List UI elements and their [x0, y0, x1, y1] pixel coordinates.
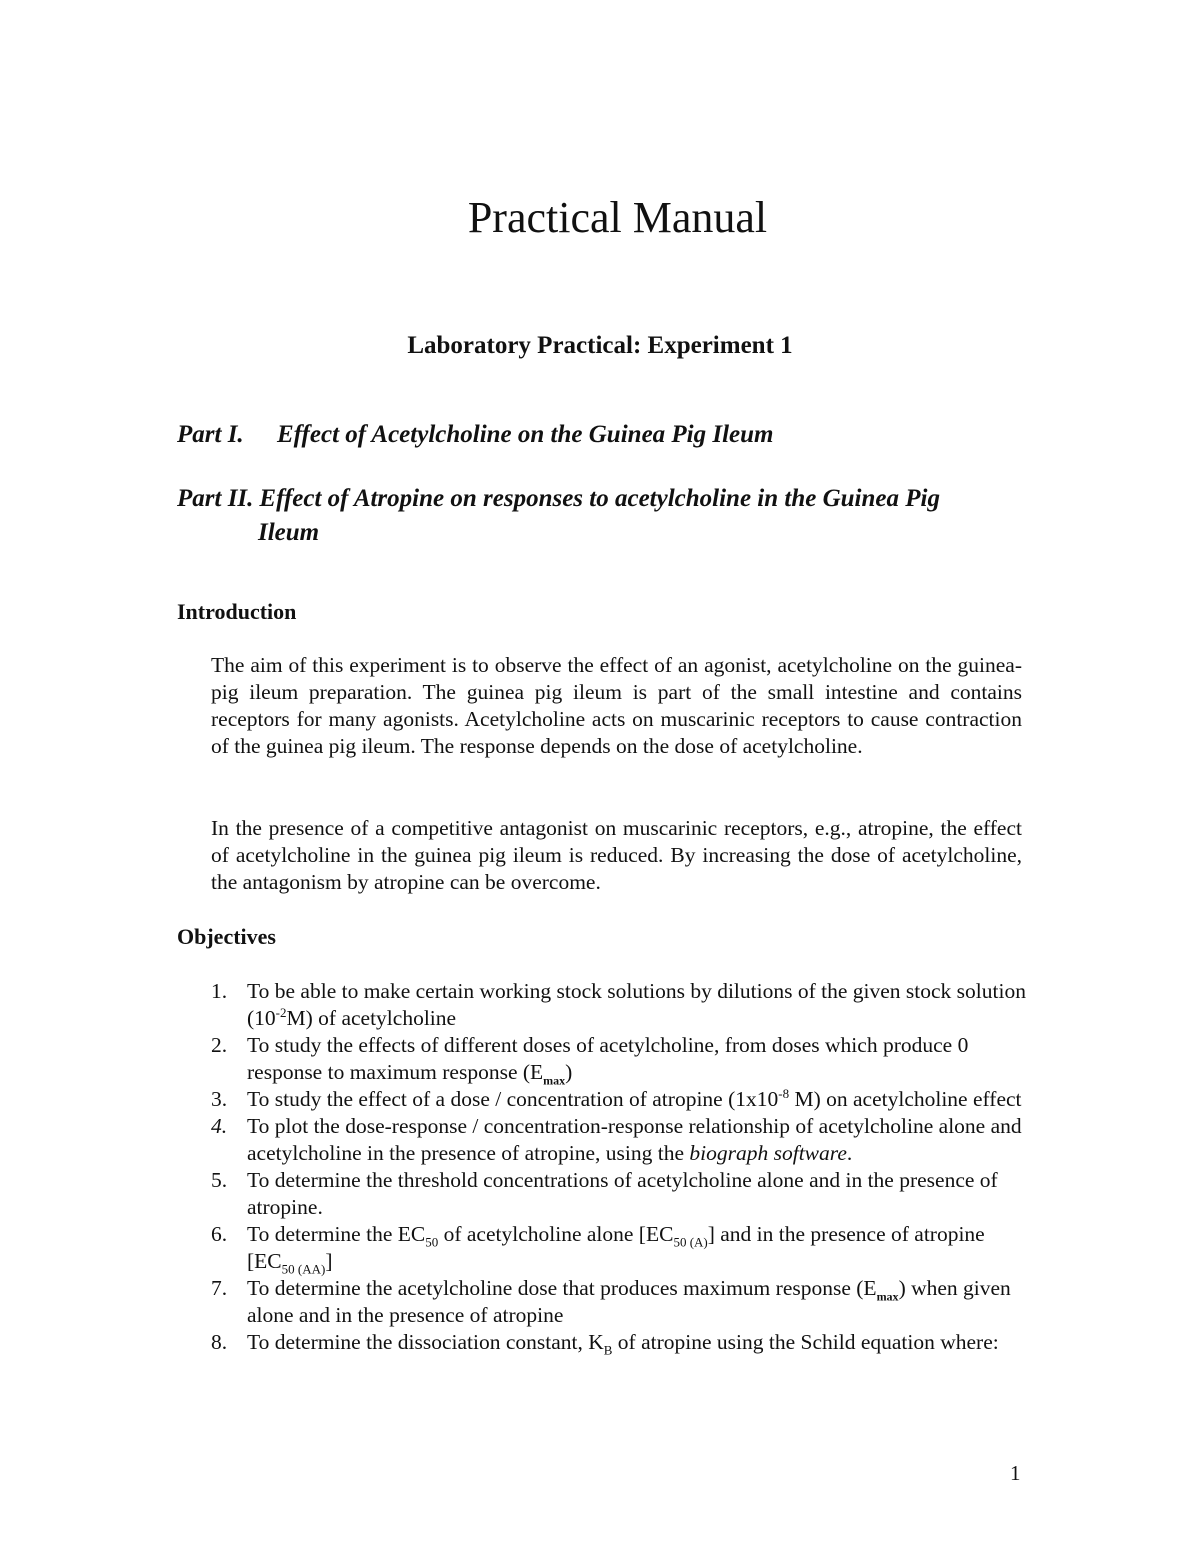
- objective-text-end: ): [565, 1060, 573, 1084]
- part-2-text-continued: Ileum: [258, 519, 320, 546]
- objective-item: [211, 1032, 1031, 1086]
- objective-number: 2.: [211, 1033, 228, 1057]
- objective-text: To determine the dissociation constant, K: [247, 1330, 604, 1354]
- objective-emphasis: biograph software: [689, 1141, 847, 1165]
- objective-text: To determine the EC: [247, 1222, 426, 1246]
- document-title: Practical Manual: [467, 193, 768, 242]
- objectives-list: [211, 978, 1031, 1356]
- objective-text-end: of atropine using the Schild equation where:: [612, 1330, 999, 1354]
- objective-subscript: max: [876, 1289, 899, 1304]
- objective-subscript: 50 (AA): [281, 1261, 326, 1277]
- objective-superscript: -2: [275, 1004, 287, 1020]
- objective-item: [211, 1221, 1031, 1275]
- objective-item: [211, 1167, 1031, 1221]
- objective-text: To determine the acetylcholine dose that produces maximum response (E: [247, 1276, 877, 1300]
- objective-number: 8.: [211, 1330, 228, 1354]
- objective-text: To plot the dose-response / concentration-response relationship of acetylcholine alone and acetylcholine in the presence of atropine, using the: [247, 1114, 1022, 1165]
- objective-number: 1.: [211, 979, 228, 1003]
- objective-text: To determine the threshold concentrations of acetylcholine alone and in the presence of atropine.: [247, 1168, 998, 1219]
- part-2-heading: [177, 482, 1047, 550]
- objective-text: To study the effects of different doses of acetylcholine, from doses which produce 0 response to maximum response (E: [247, 1033, 969, 1084]
- objective-text: To be able to make certain working stock solutions by dilutions of the given stock solution (10: [247, 979, 1026, 1030]
- part-1-text: Effect of Acetylcholine on the Guinea Pig Ileum: [277, 421, 774, 448]
- objective-text-end: M) of acetylcholine: [286, 1006, 457, 1030]
- objective-item: [211, 1113, 1031, 1167]
- objective-subscript: B: [603, 1342, 613, 1358]
- objective-text: To study the effect of a dose / concentration of atropine (1x10: [247, 1087, 779, 1111]
- objective-item: [211, 1086, 1031, 1113]
- objective-item: [211, 1275, 1031, 1329]
- objective-superscript: -8: [778, 1085, 790, 1101]
- objective-item: [211, 978, 1031, 1032]
- objective-subscript: max: [543, 1073, 566, 1088]
- objective-text-end: .: [846, 1141, 853, 1165]
- objective-text-end: M) on acetylcholine effect: [789, 1087, 1022, 1111]
- objective-number: 6.: [211, 1222, 228, 1246]
- objective-text-end: ]: [325, 1249, 333, 1273]
- objective-number: 4.: [211, 1114, 228, 1138]
- objective-subscript: 50 (A): [673, 1234, 708, 1250]
- objective-text-middle: of acetylcholine alone [EC: [438, 1222, 674, 1246]
- part-1-heading: [177, 418, 1047, 452]
- objective-text-end: ) when given alone and in the presence of atropine: [247, 1276, 1011, 1327]
- introduction-paragraph-1: The aim of this experiment is to observe the effect of an agonist, acetylcholine on the guinea-pig ileum preparation. The guinea pig ileum is part of the small intestine and contains receptors for many agonists. Acetylcholine acts on muscarinic receptors to cause contraction of the guinea pig ileum. The response depends on the dose of acetylcholine.: [211, 653, 1022, 758]
- objective-text-middle: ] and in the presence of atropine [EC: [247, 1222, 985, 1273]
- part-2-label: Part II.: [177, 485, 254, 512]
- part-1-label: Part I.: [177, 421, 244, 448]
- objective-number: 5.: [211, 1168, 228, 1192]
- introduction-paragraph-2: In the presence of a competitive antagonist on muscarinic receptors, e.g., atropine, the effect of acetylcholine in the guinea pig ileum is reduced. By increasing the dose of acetylcholine, the antagonism by atropine can be overcome.: [211, 816, 1022, 894]
- objective-number: 3.: [211, 1087, 228, 1111]
- document-subtitle: Laboratory Practical: Experiment 1: [407, 332, 793, 359]
- objectives-heading: Objectives: [177, 924, 276, 949]
- part-2-text: Effect of Atropine on responses to acetylcholine in the Guinea Pig: [259, 485, 940, 512]
- objective-item: [211, 1329, 1031, 1356]
- introduction-heading: Introduction: [177, 599, 297, 624]
- page-number: 1: [1010, 1461, 1021, 1485]
- objective-number: 7.: [211, 1276, 228, 1300]
- objective-subscript: 50: [425, 1234, 439, 1250]
